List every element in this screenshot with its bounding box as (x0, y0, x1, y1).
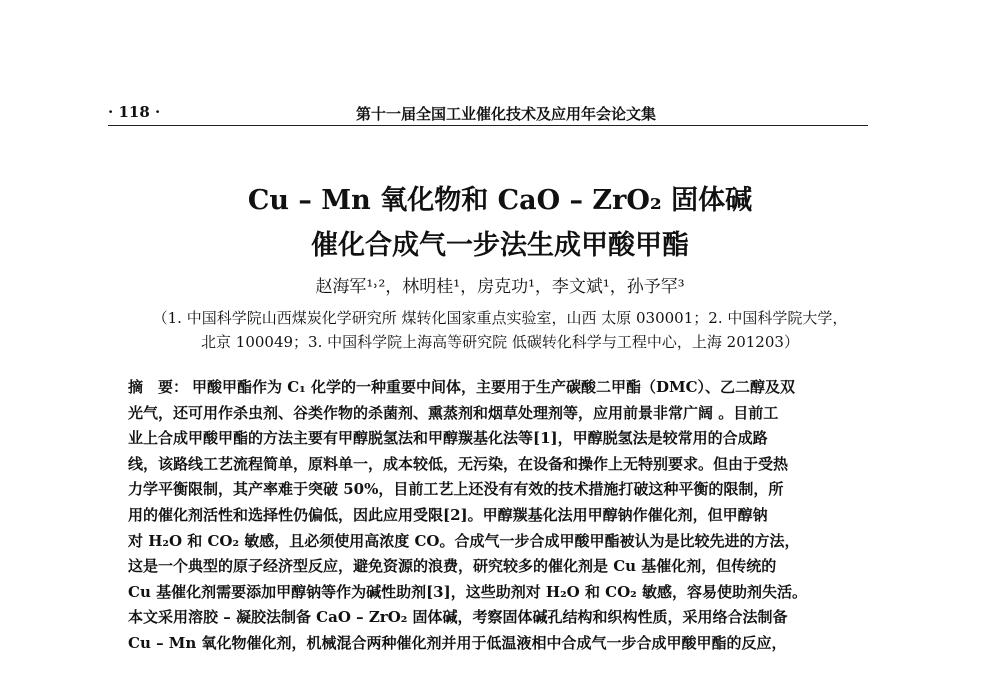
running-header (108, 103, 868, 125)
abstract-line: 本文采用溶胶 – 凝胶法制备 CaO – ZrO₂ 固体碱，考察固体碱孔结构和织构性质，采用络合法制备 (128, 608, 788, 627)
abstract-line: Cu – Mn 氧化物催化剂，机械混合两种催化剂并用于低温液相中合成气一步合成甲酸甲酯的反应， (128, 633, 787, 652)
abstract-line: 力学平衡限制，其产率难于突破 50%，目前工艺上还没有有效的技术措施打破这种平衡的限制，所 (128, 480, 784, 499)
affiliation-line-2: 北京 100049；3. 中国科学院上海高等研究院 低碳转化科学与工程中心，上海 201203） (201, 333, 799, 351)
abstract-label: 摘 要： (128, 378, 189, 396)
abstract-line: 光气，还可用作杀虫剂、谷类作物的杀菌剂、熏蒸剂和烟草处理剂等，应用前景非常广阔 。目前工 (128, 403, 779, 422)
abstract-line (128, 375, 870, 401)
affiliation-line-1: （1. 中国科学院山西煤炭化学研究所 煤转化国家重点实验室，山西 太原 030001；2. 中国科学院大学， (152, 309, 848, 327)
abstract-line: 用的催化剂活性和选择性仍偏低，因此应用受限[2]。甲醇羰基化法用甲醇钠作催化剂，但甲醇钠 (128, 505, 768, 524)
abstract-line: 对 H₂O 和 CO₂ 敏感，且必须使用高浓度 CO。合成气一步合成甲酸甲酯被认为是比较先进的方法， (128, 531, 800, 550)
abstract-line: Cu 基催化剂需要添加甲醇钠等作为碱性助剂[3]，这些助剂对 H₂O 和 CO₂ 敏感，容易使助剂失活。 (128, 582, 807, 601)
abstract-line: 业上合成甲酸甲酯的方法主要有甲醇脱氢法和甲醇羰基化法等[1]，甲醇脱氢法是较常用的合成路 (128, 429, 768, 448)
abstract (128, 375, 870, 657)
header-rule (108, 125, 868, 126)
author-list: 赵海军¹˒²，林明桂¹，房克功¹，李文斌¹，孙予罕³ (315, 277, 685, 297)
running-title: 第十一届全国工业催化技术及应用年会论文集 (356, 105, 657, 123)
abstract-line: 线，该路线工艺流程简单，原料单一，成本较低，无污染，在设备和操作上无特别要求。但由于受热 (128, 454, 789, 473)
paper-title-line-2: 催化合成气一步法生成甲酸甲酯 (311, 230, 689, 261)
page-number: · 118 · (108, 103, 161, 121)
abstract-line: 这是一个典型的原子经济型反应，避免资源的浪费，研究较多的催化剂是 Cu 基催化剂，但传统的 (128, 557, 777, 576)
paper-title-line-1: Cu – Mn 氧化物和 CaO – ZrO₂ 固体碱 (247, 185, 753, 216)
abstract-line-text: 甲酸甲酯作为 C₁ 化学的一种重要中间体，主要用于生产碳酸二甲酯（DMC）、乙二醇及双 (192, 378, 796, 396)
